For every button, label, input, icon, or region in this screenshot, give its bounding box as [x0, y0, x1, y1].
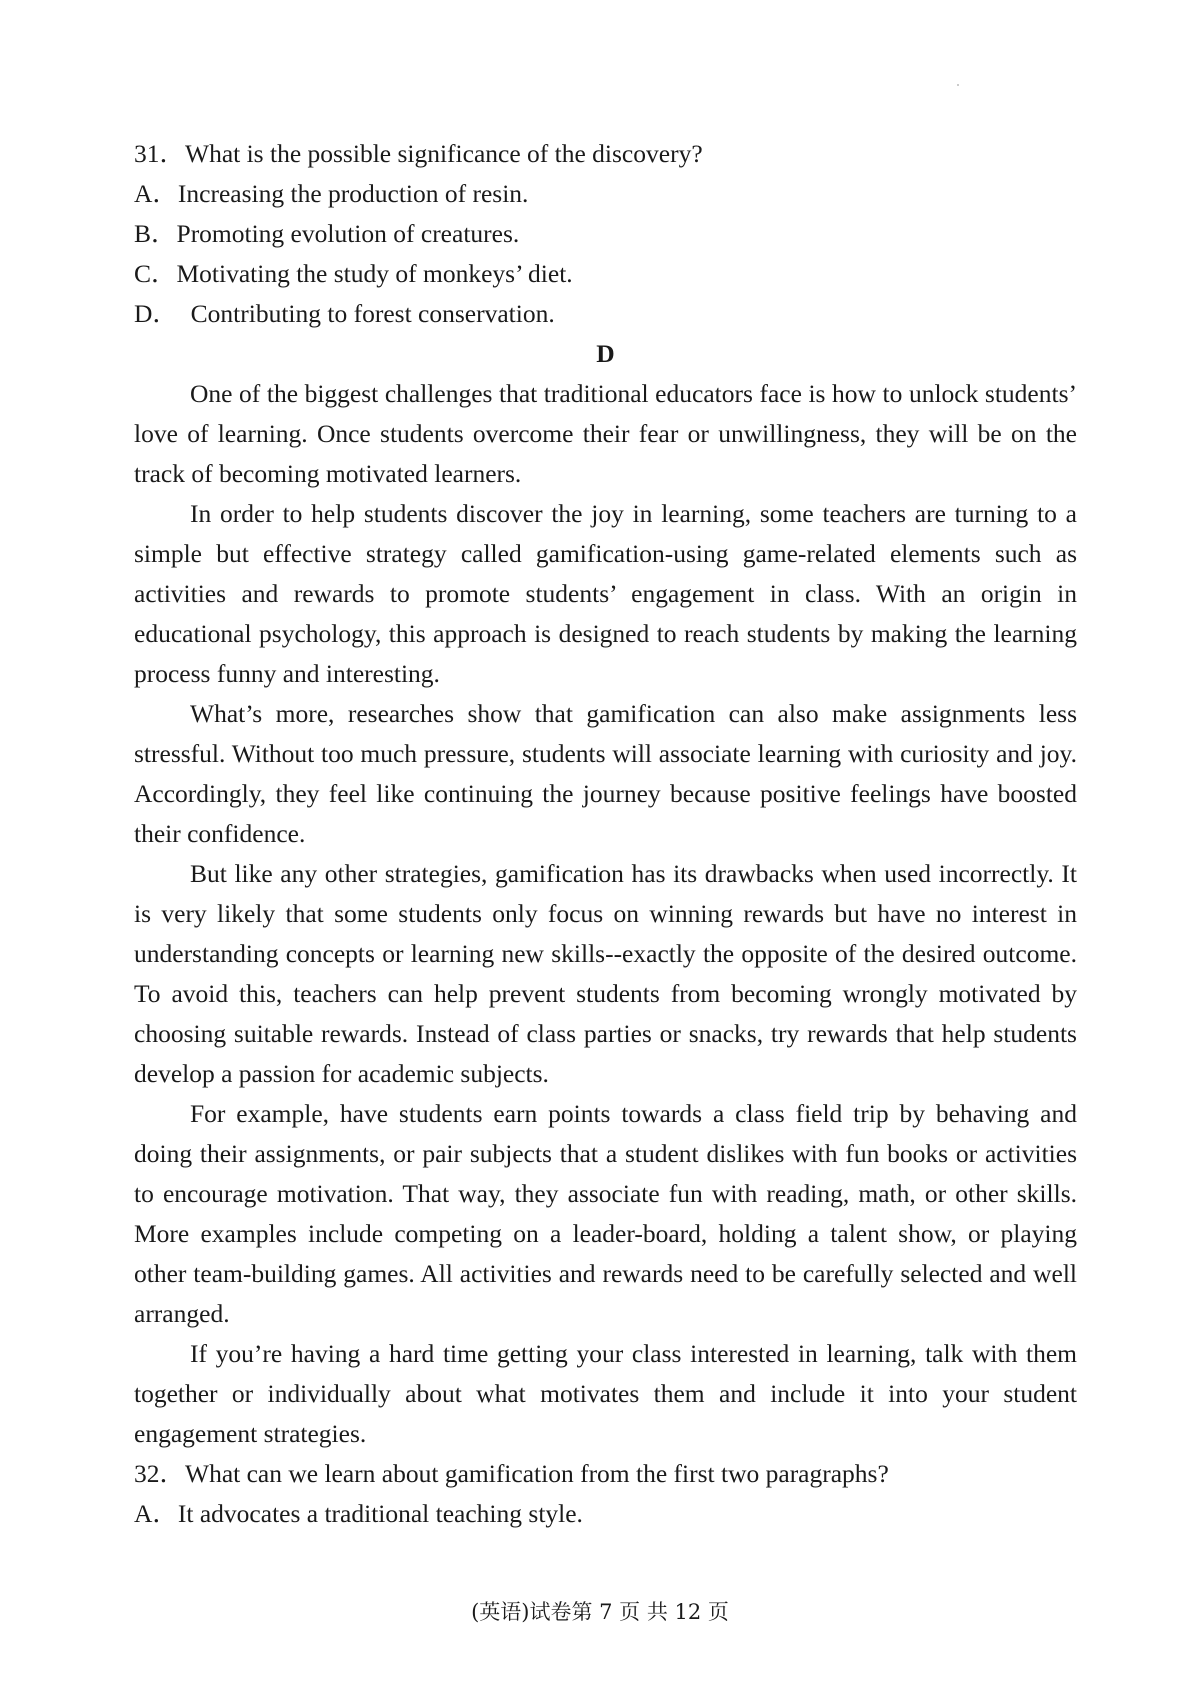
- question-31-option-a: A．Increasing the production of resin.: [134, 179, 529, 208]
- passage-paragraph-5: For example, have students earn points towards a class field trip by behaving and doing their assignments, or pair subjects that a student dislikes with fun books or activities to encourage motivation. That way, they associate fun with reading, math, or other skills. More examples include competing on a leader-board, holding a talent show, or playing other team-building games. All activities and rewards need to be carefully selected and well arranged.: [134, 1099, 1077, 1328]
- scan-speck: [957, 84, 959, 86]
- exam-page-content: [134, 134, 1077, 1534]
- passage-paragraph-3: What’s more, researches show that gamification can also make assignments less stressful. Without too much pressure, students will associate learning with curiosity and joy. Accordingly, they feel like continuing the journey because positive feelings have boosted their confidence.: [134, 699, 1077, 848]
- question-31-option-d: D． Contributing to forest conservation.: [134, 299, 555, 328]
- passage-paragraph-6: If you’re having a hard time getting your class interested in learning, talk with them together or individually about what motivates them and include it into your student engagement strategies.: [134, 1339, 1077, 1448]
- passage-paragraph-4: But like any other strategies, gamification has its drawbacks when used incorrectly. It is very likely that some students only focus on winning rewards but have no interest in understanding concepts or learning new skills--exactly the opposite of the desired outcome. To avoid this, teachers can help prevent students from becoming wrongly motivated by choosing suitable rewards. Instead of class parties or snacks, try rewards that help students develop a passion for academic subjects.: [134, 859, 1077, 1088]
- question-31-stem: 31．What is the possible significance of the discovery?: [134, 139, 703, 168]
- passage-paragraph-2: In order to help students discover the joy in learning, some teachers are turning to a simple but effective strategy called gamification-using game-related elements such as activities and rewards to promote students’ engagement in class. With an origin in educational psychology, this approach is designed to reach students by making the learning process funny and interesting.: [134, 499, 1077, 688]
- page-footer: (英语)试卷第 7 页 共 12 页: [471, 1600, 729, 1624]
- question-32-option-a: A．It advocates a traditional teaching style.: [134, 1499, 583, 1528]
- passage-paragraph-1: One of the biggest challenges that traditional educators face is how to unlock students’ love of learning. Once students overcome their fear or unwillingness, they will be on the track of becoming motivated learners.: [134, 379, 1077, 488]
- question-32-stem: 32．What can we learn about gamification from the first two paragraphs?: [134, 1459, 889, 1488]
- passage-section-letter: D: [596, 339, 615, 368]
- question-31-option-c: C．Motivating the study of monkeys’ diet.: [134, 259, 573, 288]
- question-31-option-b: B．Promoting evolution of creatures.: [134, 219, 520, 248]
